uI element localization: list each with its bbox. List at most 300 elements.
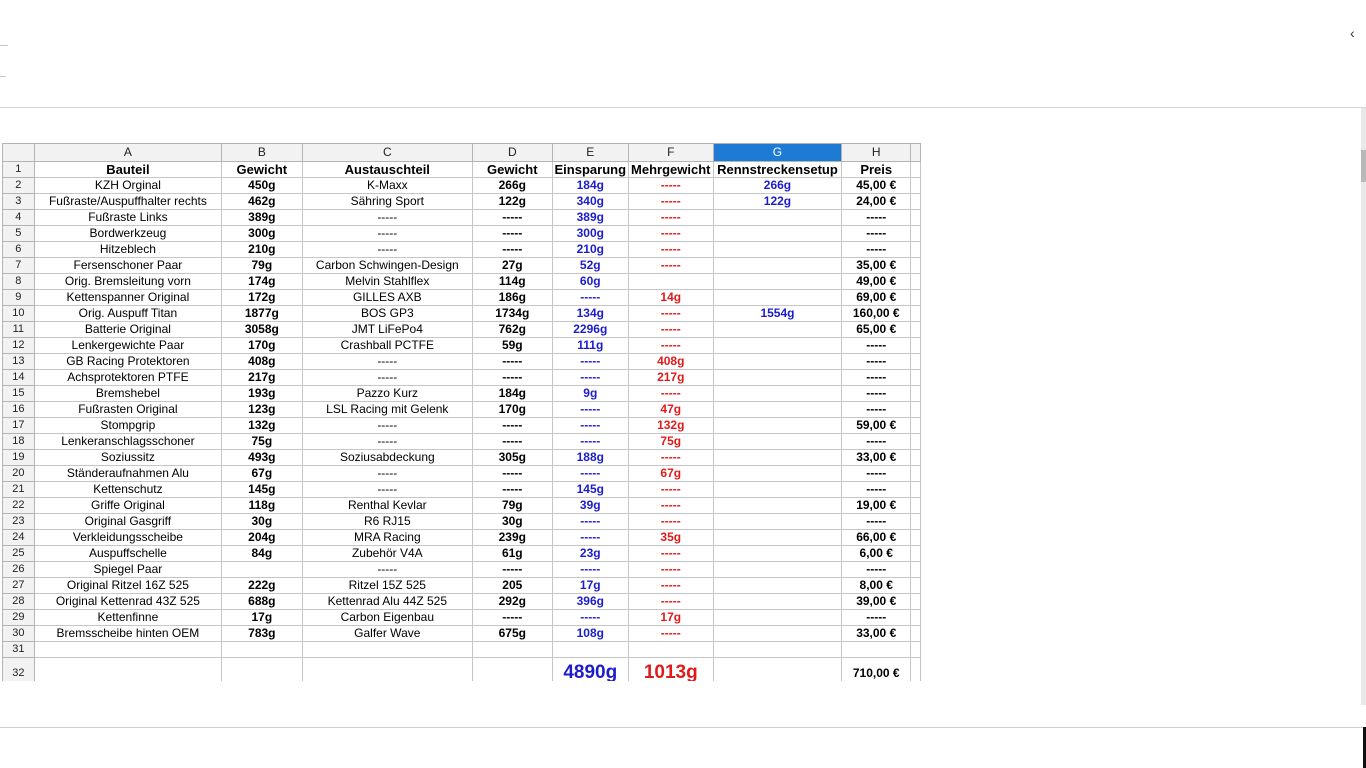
cell-rennstreckensetup[interactable] xyxy=(713,514,842,530)
cell-gewicht[interactable]: 408g xyxy=(222,354,302,370)
cell-gewicht[interactable]: 389g xyxy=(222,210,302,226)
cell-einsparung[interactable]: 60g xyxy=(552,274,629,290)
cell-rennstreckensetup[interactable] xyxy=(713,242,842,258)
row-header[interactable]: 9 xyxy=(3,290,35,306)
cell-austauschteil[interactable]: Ritzel 15Z 525 xyxy=(302,578,472,594)
cell-mehrgewicht[interactable]: 217g xyxy=(629,370,713,386)
cell-header-einsparung[interactable]: Einsparung xyxy=(552,162,629,178)
column-header-a[interactable]: A xyxy=(34,144,221,162)
cell-austauschteil[interactable]: Melvin Stahlflex xyxy=(302,274,472,290)
cell-einsparung[interactable]: ----- xyxy=(552,562,629,578)
cell-bauteil[interactable]: Soziussitz xyxy=(34,450,221,466)
cell-empty[interactable] xyxy=(34,658,221,682)
cell-rennstreckensetup[interactable] xyxy=(713,626,842,642)
cell-empty[interactable] xyxy=(713,642,842,658)
cell-empty[interactable] xyxy=(911,482,921,498)
cell-gewicht[interactable]: 79g xyxy=(222,258,302,274)
cell-empty[interactable] xyxy=(473,642,552,658)
cell-mehrgewicht[interactable]: 408g xyxy=(629,354,713,370)
cell-header-austauschteil[interactable]: Austauschteil xyxy=(302,162,472,178)
cell-rennstreckensetup[interactable] xyxy=(713,370,842,386)
cell-bauteil[interactable]: Kettenschutz xyxy=(34,482,221,498)
cell-austauschteil[interactable]: R6 RJ15 xyxy=(302,514,472,530)
cell-gewicht-neu[interactable]: 675g xyxy=(473,626,552,642)
cell-empty[interactable] xyxy=(911,210,921,226)
cell-empty[interactable] xyxy=(911,450,921,466)
cell-bauteil[interactable]: Kettenspanner Original xyxy=(34,290,221,306)
cell-einsparung[interactable]: 23g xyxy=(552,546,629,562)
cell-austauschteil[interactable]: Pazzo Kurz xyxy=(302,386,472,402)
column-header-h[interactable]: H xyxy=(842,144,911,162)
cell-empty[interactable] xyxy=(911,530,921,546)
cell-empty[interactable] xyxy=(911,578,921,594)
cell-rennstreckensetup[interactable] xyxy=(713,530,842,546)
cell-mehrgewicht[interactable]: 35g xyxy=(629,530,713,546)
cell-empty[interactable] xyxy=(911,562,921,578)
cell-einsparung[interactable]: 17g xyxy=(552,578,629,594)
row-header[interactable]: 13 xyxy=(3,354,35,370)
cell-empty[interactable] xyxy=(302,642,472,658)
cell-bauteil[interactable]: KZH Orginal xyxy=(34,178,221,194)
cell-mehrgewicht[interactable]: ----- xyxy=(629,626,713,642)
cell-gewicht[interactable]: 75g xyxy=(222,434,302,450)
cell-gewicht-neu[interactable]: ----- xyxy=(473,562,552,578)
total-preis[interactable]: 710,00 € xyxy=(842,658,911,682)
cell-rennstreckensetup[interactable] xyxy=(713,450,842,466)
cell-empty[interactable] xyxy=(222,658,302,682)
cell-einsparung[interactable]: ----- xyxy=(552,530,629,546)
cell-header-preis[interactable]: Preis xyxy=(842,162,911,178)
cell-empty[interactable] xyxy=(473,658,552,682)
cell-austauschteil[interactable]: ----- xyxy=(302,562,472,578)
cell-bauteil[interactable]: Bremsscheibe hinten OEM xyxy=(34,626,221,642)
cell-mehrgewicht[interactable]: ----- xyxy=(629,386,713,402)
cell-mehrgewicht[interactable]: ----- xyxy=(629,514,713,530)
cell-austauschteil[interactable]: ----- xyxy=(302,370,472,386)
cell-gewicht-neu[interactable]: 79g xyxy=(473,498,552,514)
cell-austauschteil[interactable]: Carbon Schwingen-Design xyxy=(302,258,472,274)
cell-empty[interactable] xyxy=(911,418,921,434)
cell-preis[interactable]: ----- xyxy=(842,354,911,370)
cell-preis[interactable]: 19,00 € xyxy=(842,498,911,514)
cell-gewicht[interactable]: 118g xyxy=(222,498,302,514)
cell-austauschteil[interactable]: GILLES AXB xyxy=(302,290,472,306)
row-header[interactable]: 19 xyxy=(3,450,35,466)
cell-preis[interactable]: 33,00 € xyxy=(842,450,911,466)
cell-austauschteil[interactable]: JMT LiFePo4 xyxy=(302,322,472,338)
cell-empty[interactable] xyxy=(911,274,921,290)
cell-gewicht[interactable]: 783g xyxy=(222,626,302,642)
cell-gewicht-neu[interactable]: 61g xyxy=(473,546,552,562)
cell-bauteil[interactable]: Auspuffschelle xyxy=(34,546,221,562)
cell-gewicht[interactable]: 123g xyxy=(222,402,302,418)
cell-rennstreckensetup[interactable] xyxy=(713,466,842,482)
cell-rennstreckensetup[interactable] xyxy=(713,434,842,450)
row-header[interactable]: 4 xyxy=(3,210,35,226)
cell-preis[interactable]: 39,00 € xyxy=(842,594,911,610)
cell-gewicht[interactable]: 688g xyxy=(222,594,302,610)
cell-empty[interactable] xyxy=(713,658,842,682)
cell-empty[interactable] xyxy=(911,386,921,402)
cell-preis[interactable]: 6,00 € xyxy=(842,546,911,562)
cell-austauschteil[interactable]: Carbon Eigenbau xyxy=(302,610,472,626)
cell-gewicht-neu[interactable]: 59g xyxy=(473,338,552,354)
cell-preis[interactable]: ----- xyxy=(842,434,911,450)
cell-gewicht-neu[interactable]: ----- xyxy=(473,354,552,370)
row-header[interactable]: 17 xyxy=(3,418,35,434)
cell-preis[interactable]: 8,00 € xyxy=(842,578,911,594)
cell-mehrgewicht[interactable]: 17g xyxy=(629,610,713,626)
cell-preis[interactable]: 160,00 € xyxy=(842,306,911,322)
cell-gewicht[interactable]: 210g xyxy=(222,242,302,258)
cell-rennstreckensetup[interactable] xyxy=(713,354,842,370)
cell-gewicht[interactable]: 222g xyxy=(222,578,302,594)
cell-gewicht-neu[interactable]: 762g xyxy=(473,322,552,338)
cell-gewicht[interactable]: 3058g xyxy=(222,322,302,338)
row-header[interactable]: 23 xyxy=(3,514,35,530)
cell-austauschteil[interactable]: ----- xyxy=(302,354,472,370)
cell-rennstreckensetup[interactable] xyxy=(713,578,842,594)
cell-austauschteil[interactable]: Zubehör V4A xyxy=(302,546,472,562)
cell-empty[interactable] xyxy=(911,370,921,386)
cell-gewicht[interactable]: 217g xyxy=(222,370,302,386)
total-mehrgewicht[interactable]: 1013g xyxy=(629,658,713,682)
cell-gewicht[interactable]: 300g xyxy=(222,226,302,242)
cell-bauteil[interactable]: Fersenschoner Paar xyxy=(34,258,221,274)
cell-gewicht-neu[interactable]: 239g xyxy=(473,530,552,546)
row-header[interactable]: 6 xyxy=(3,242,35,258)
cell-mehrgewicht[interactable]: ----- xyxy=(629,178,713,194)
cell-gewicht-neu[interactable]: 205 xyxy=(473,578,552,594)
cell-einsparung[interactable]: ----- xyxy=(552,370,629,386)
cell-header-gewicht-neu[interactable]: Gewicht xyxy=(473,162,552,178)
cell-preis[interactable]: ----- xyxy=(842,402,911,418)
cell-empty[interactable] xyxy=(552,642,629,658)
cell-austauschteil[interactable]: ----- xyxy=(302,466,472,482)
cell-preis[interactable]: ----- xyxy=(842,370,911,386)
cell-einsparung[interactable]: 210g xyxy=(552,242,629,258)
row-header[interactable]: 27 xyxy=(3,578,35,594)
cell-bauteil[interactable]: Original Kettenrad 43Z 525 xyxy=(34,594,221,610)
cell-einsparung[interactable]: 2296g xyxy=(552,322,629,338)
cell-rennstreckensetup[interactable] xyxy=(713,610,842,626)
cell-gewicht-neu[interactable]: ----- xyxy=(473,242,552,258)
cell-gewicht-neu[interactable]: ----- xyxy=(473,610,552,626)
cell-preis[interactable]: ----- xyxy=(842,210,911,226)
cell-preis[interactable]: 65,00 € xyxy=(842,322,911,338)
cell-mehrgewicht[interactable]: ----- xyxy=(629,258,713,274)
cell-einsparung[interactable]: 9g xyxy=(552,386,629,402)
cell-einsparung[interactable]: ----- xyxy=(552,434,629,450)
cell-rennstreckensetup[interactable] xyxy=(713,418,842,434)
cell-bauteil[interactable]: Lenkeranschlagsschoner xyxy=(34,434,221,450)
cell-gewicht[interactable] xyxy=(222,562,302,578)
cell-austauschteil[interactable]: ----- xyxy=(302,226,472,242)
collapse-sidebar-icon[interactable]: ‹ xyxy=(1350,25,1355,41)
cell-preis[interactable]: 69,00 € xyxy=(842,290,911,306)
cell-gewicht-neu[interactable]: 266g xyxy=(473,178,552,194)
cell-gewicht-neu[interactable]: ----- xyxy=(473,466,552,482)
cell-einsparung[interactable]: ----- xyxy=(552,354,629,370)
cell-rennstreckensetup[interactable] xyxy=(713,338,842,354)
cell-preis[interactable]: 66,00 € xyxy=(842,530,911,546)
cell-mehrgewicht[interactable] xyxy=(629,274,713,290)
cell-gewicht-neu[interactable]: 292g xyxy=(473,594,552,610)
cell-gewicht[interactable]: 132g xyxy=(222,418,302,434)
cell-mehrgewicht[interactable]: 132g xyxy=(629,418,713,434)
cell-empty[interactable] xyxy=(34,642,221,658)
cell-austauschteil[interactable]: Crashball PCTFE xyxy=(302,338,472,354)
cell-rennstreckensetup[interactable] xyxy=(713,386,842,402)
cell-austauschteil[interactable]: K-Maxx xyxy=(302,178,472,194)
cell-mehrgewicht[interactable]: ----- xyxy=(629,306,713,322)
cell-mehrgewicht[interactable]: ----- xyxy=(629,226,713,242)
cell-austauschteil[interactable]: MRA Racing xyxy=(302,530,472,546)
cell-einsparung[interactable]: 188g xyxy=(552,450,629,466)
cell-bauteil[interactable]: Spiegel Paar xyxy=(34,562,221,578)
column-header-b[interactable]: B xyxy=(222,144,302,162)
cell-einsparung[interactable]: 340g xyxy=(552,194,629,210)
cell-bauteil[interactable]: Kettenfinne xyxy=(34,610,221,626)
row-header[interactable]: 29 xyxy=(3,610,35,626)
cell-mehrgewicht[interactable]: ----- xyxy=(629,242,713,258)
cell-bauteil[interactable]: Original Gasgriff xyxy=(34,514,221,530)
cell-rennstreckensetup[interactable] xyxy=(713,258,842,274)
cell-gewicht[interactable]: 174g xyxy=(222,274,302,290)
cell-mehrgewicht[interactable]: ----- xyxy=(629,594,713,610)
cell-bauteil[interactable]: Hitzeblech xyxy=(34,242,221,258)
cell-rennstreckensetup[interactable] xyxy=(713,546,842,562)
cell-mehrgewicht[interactable]: ----- xyxy=(629,578,713,594)
cell-gewicht[interactable]: 145g xyxy=(222,482,302,498)
cell-gewicht[interactable]: 30g xyxy=(222,514,302,530)
cell-gewicht-neu[interactable]: 305g xyxy=(473,450,552,466)
cell-rennstreckensetup[interactable] xyxy=(713,290,842,306)
cell-bauteil[interactable]: Fußrasten Original xyxy=(34,402,221,418)
cell-gewicht[interactable]: 450g xyxy=(222,178,302,194)
cell-rennstreckensetup[interactable] xyxy=(713,226,842,242)
cell-gewicht[interactable]: 84g xyxy=(222,546,302,562)
cell-gewicht[interactable]: 172g xyxy=(222,290,302,306)
spreadsheet-grid[interactable] xyxy=(2,143,921,681)
cell-mehrgewicht[interactable]: ----- xyxy=(629,562,713,578)
cell-bauteil[interactable]: Original Ritzel 16Z 525 xyxy=(34,578,221,594)
cell-gewicht-neu[interactable]: ----- xyxy=(473,434,552,450)
cell-empty[interactable] xyxy=(911,626,921,642)
cell-bauteil[interactable]: Achsprotektoren PTFE xyxy=(34,370,221,386)
cell-einsparung[interactable]: ----- xyxy=(552,514,629,530)
row-header[interactable]: 18 xyxy=(3,434,35,450)
cell-austauschteil[interactable]: Sähring Sport xyxy=(302,194,472,210)
cell-bauteil[interactable]: Orig. Bremsleitung vorn xyxy=(34,274,221,290)
row-header[interactable]: 10 xyxy=(3,306,35,322)
cell-empty[interactable] xyxy=(911,226,921,242)
cell-mehrgewicht[interactable]: ----- xyxy=(629,210,713,226)
cell-preis[interactable]: 49,00 € xyxy=(842,274,911,290)
cell-einsparung[interactable]: ----- xyxy=(552,402,629,418)
cell-empty[interactable] xyxy=(911,546,921,562)
cell-mehrgewicht[interactable]: 75g xyxy=(629,434,713,450)
cell-rennstreckensetup[interactable]: 1554g xyxy=(713,306,842,322)
row-header[interactable]: 14 xyxy=(3,370,35,386)
cell-bauteil[interactable]: Lenkergewichte Paar xyxy=(34,338,221,354)
cell-rennstreckensetup[interactable] xyxy=(713,482,842,498)
cell-bauteil[interactable]: Batterie Original xyxy=(34,322,221,338)
row-header[interactable]: 21 xyxy=(3,482,35,498)
cell-gewicht-neu[interactable]: 1734g xyxy=(473,306,552,322)
cell-gewicht-neu[interactable]: ----- xyxy=(473,418,552,434)
cell-austauschteil[interactable]: ----- xyxy=(302,210,472,226)
cell-austauschteil[interactable]: Galfer Wave xyxy=(302,626,472,642)
row-header[interactable]: 28 xyxy=(3,594,35,610)
cell-einsparung[interactable]: 52g xyxy=(552,258,629,274)
cell-empty[interactable] xyxy=(222,642,302,658)
cell-rennstreckensetup[interactable] xyxy=(713,322,842,338)
cell-einsparung[interactable]: ----- xyxy=(552,290,629,306)
cell-gewicht-neu[interactable]: 170g xyxy=(473,402,552,418)
cell-gewicht[interactable]: 193g xyxy=(222,386,302,402)
cell-austauschteil[interactable]: ----- xyxy=(302,482,472,498)
cell-empty[interactable] xyxy=(911,642,921,658)
cell-bauteil[interactable]: Griffe Original xyxy=(34,498,221,514)
cell-empty[interactable] xyxy=(911,338,921,354)
cell-preis[interactable]: 35,00 € xyxy=(842,258,911,274)
cell-empty[interactable] xyxy=(911,498,921,514)
cell-einsparung[interactable]: 134g xyxy=(552,306,629,322)
cell-gewicht-neu[interactable]: 27g xyxy=(473,258,552,274)
cell-rennstreckensetup[interactable] xyxy=(713,274,842,290)
cell-rennstreckensetup[interactable]: 122g xyxy=(713,194,842,210)
row-header[interactable]: 20 xyxy=(3,466,35,482)
cell-bauteil[interactable]: GB Racing Protektoren xyxy=(34,354,221,370)
cell-preis[interactable]: ----- xyxy=(842,610,911,626)
cell-bauteil[interactable]: Bordwerkzeug xyxy=(34,226,221,242)
cell-austauschteil[interactable]: Kettenrad Alu 44Z 525 xyxy=(302,594,472,610)
cell-einsparung[interactable]: 300g xyxy=(552,226,629,242)
cell-mehrgewicht[interactable]: 67g xyxy=(629,466,713,482)
cell-empty[interactable] xyxy=(911,242,921,258)
cell-empty[interactable] xyxy=(911,354,921,370)
cell-gewicht-neu[interactable]: 184g xyxy=(473,386,552,402)
cell-gewicht-neu[interactable]: 186g xyxy=(473,290,552,306)
column-header-i[interactable] xyxy=(911,144,921,162)
cell-austauschteil[interactable]: Renthal Kevlar xyxy=(302,498,472,514)
cell-empty[interactable] xyxy=(911,306,921,322)
cell-mehrgewicht[interactable]: 47g xyxy=(629,402,713,418)
cell-empty[interactable] xyxy=(911,402,921,418)
cell-einsparung[interactable]: 108g xyxy=(552,626,629,642)
vertical-scrollbar-thumb[interactable] xyxy=(1361,150,1366,182)
cell-bauteil[interactable]: Bremshebel xyxy=(34,386,221,402)
cell-austauschteil[interactable]: BOS GP3 xyxy=(302,306,472,322)
cell-empty[interactable] xyxy=(302,658,472,682)
cell-einsparung[interactable]: ----- xyxy=(552,610,629,626)
row-header[interactable]: 24 xyxy=(3,530,35,546)
row-header[interactable]: 3 xyxy=(3,194,35,210)
cell-preis[interactable]: 59,00 € xyxy=(842,418,911,434)
cell-rennstreckensetup[interactable] xyxy=(713,402,842,418)
cell-header-gewicht[interactable]: Gewicht xyxy=(222,162,302,178)
row-header[interactable]: 26 xyxy=(3,562,35,578)
cell-gewicht-neu[interactable]: ----- xyxy=(473,226,552,242)
cell-bauteil[interactable]: Stompgrip xyxy=(34,418,221,434)
cell-empty[interactable] xyxy=(911,322,921,338)
cell-gewicht-neu[interactable]: ----- xyxy=(473,210,552,226)
cell-einsparung[interactable]: ----- xyxy=(552,466,629,482)
cell-einsparung[interactable]: 39g xyxy=(552,498,629,514)
cell-empty[interactable] xyxy=(911,162,921,178)
cell-mehrgewicht[interactable]: ----- xyxy=(629,498,713,514)
cell-einsparung[interactable]: 145g xyxy=(552,482,629,498)
cell-bauteil[interactable]: Fußraste Links xyxy=(34,210,221,226)
cell-preis[interactable]: ----- xyxy=(842,466,911,482)
cell-rennstreckensetup[interactable] xyxy=(713,562,842,578)
cell-rennstreckensetup[interactable] xyxy=(713,210,842,226)
row-header[interactable]: 16 xyxy=(3,402,35,418)
column-header-d[interactable]: D xyxy=(473,144,552,162)
cell-bauteil[interactable]: Fußraste/Auspuffhalter rechts xyxy=(34,194,221,210)
cell-einsparung[interactable]: ----- xyxy=(552,418,629,434)
cell-preis[interactable]: 33,00 € xyxy=(842,626,911,642)
cell-header-mehrgewicht[interactable]: Mehrgewicht xyxy=(629,162,713,178)
row-header[interactable]: 8 xyxy=(3,274,35,290)
cell-empty[interactable] xyxy=(911,514,921,530)
cell-empty[interactable] xyxy=(911,594,921,610)
cell-preis[interactable]: ----- xyxy=(842,562,911,578)
row-header[interactable]: 32 xyxy=(3,658,35,682)
cell-gewicht[interactable]: 1877g xyxy=(222,306,302,322)
row-header[interactable]: 31 xyxy=(3,642,35,658)
cell-preis[interactable]: ----- xyxy=(842,514,911,530)
cell-gewicht[interactable]: 170g xyxy=(222,338,302,354)
cell-rennstreckensetup[interactable]: 266g xyxy=(713,178,842,194)
row-header[interactable]: 5 xyxy=(3,226,35,242)
cell-einsparung[interactable]: 184g xyxy=(552,178,629,194)
cell-empty[interactable] xyxy=(911,610,921,626)
row-header[interactable]: 15 xyxy=(3,386,35,402)
cell-mehrgewicht[interactable]: 14g xyxy=(629,290,713,306)
cell-empty[interactable] xyxy=(911,658,921,682)
column-header-g[interactable]: G xyxy=(713,144,842,162)
column-header-c[interactable]: C xyxy=(302,144,472,162)
cell-austauschteil[interactable]: Soziusabdeckung xyxy=(302,450,472,466)
cell-rennstreckensetup[interactable] xyxy=(713,498,842,514)
cell-preis[interactable]: ----- xyxy=(842,386,911,402)
cell-gewicht-neu[interactable]: 30g xyxy=(473,514,552,530)
cell-austauschteil[interactable]: LSL Racing mit Gelenk xyxy=(302,402,472,418)
cell-einsparung[interactable]: 396g xyxy=(552,594,629,610)
cell-preis[interactable]: ----- xyxy=(842,338,911,354)
cell-header-bauteil[interactable]: Bauteil xyxy=(34,162,221,178)
cell-empty[interactable] xyxy=(911,258,921,274)
cell-preis[interactable]: 45,00 € xyxy=(842,178,911,194)
cell-gewicht-neu[interactable]: ----- xyxy=(473,370,552,386)
cell-gewicht-neu[interactable]: 122g xyxy=(473,194,552,210)
cell-header-rennstreckensetup[interactable]: Rennstreckensetup xyxy=(713,162,842,178)
cell-empty[interactable] xyxy=(629,642,713,658)
cell-empty[interactable] xyxy=(911,434,921,450)
cell-preis[interactable]: ----- xyxy=(842,482,911,498)
cell-einsparung[interactable]: 389g xyxy=(552,210,629,226)
cell-bauteil[interactable]: Verkleidungsscheibe xyxy=(34,530,221,546)
cell-mehrgewicht[interactable]: ----- xyxy=(629,194,713,210)
cell-gewicht[interactable]: 17g xyxy=(222,610,302,626)
row-header[interactable]: 30 xyxy=(3,626,35,642)
row-header[interactable]: 22 xyxy=(3,498,35,514)
cell-gewicht[interactable]: 67g xyxy=(222,466,302,482)
row-header[interactable]: 12 xyxy=(3,338,35,354)
cell-mehrgewicht[interactable]: ----- xyxy=(629,322,713,338)
